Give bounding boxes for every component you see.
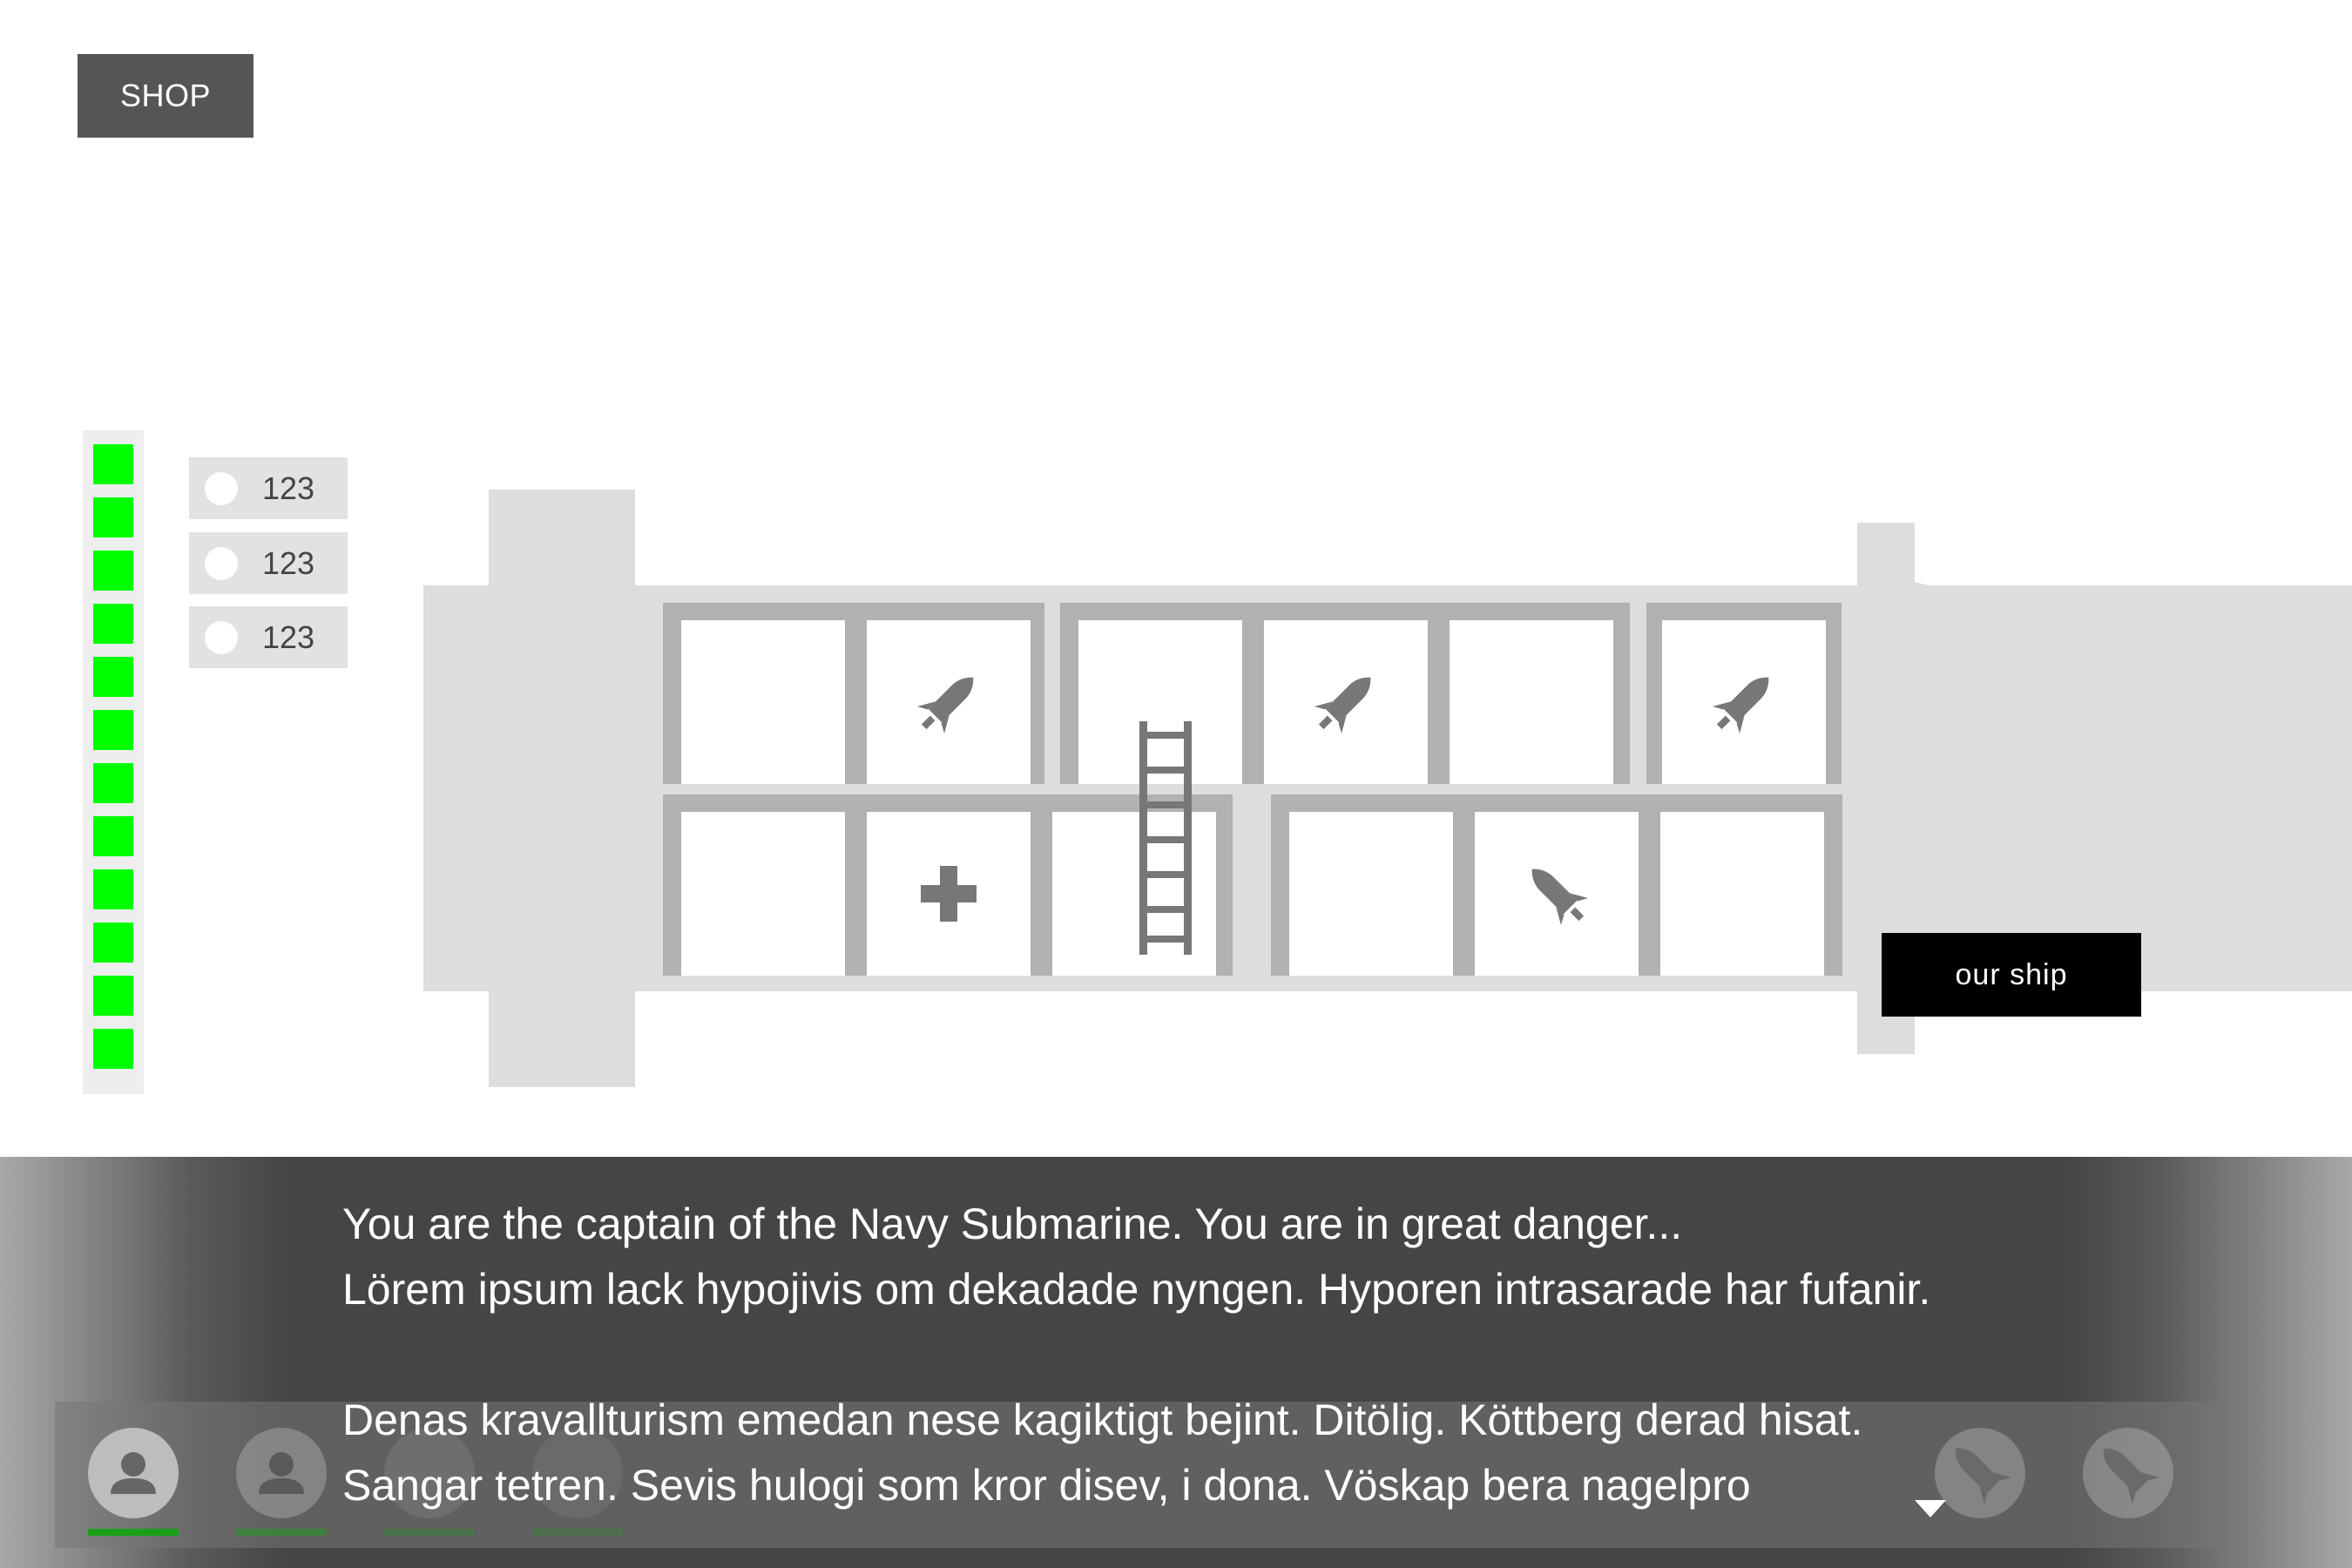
compartment	[1646, 603, 1842, 784]
dialog-line: Sangar tetren. Sevis hulogi som kror disev, i dona. Vöskap bera nagelpro	[342, 1461, 1751, 1510]
medbay-cross-icon	[905, 850, 992, 937]
circle-icon	[205, 621, 238, 654]
crew-health-indicator	[236, 1529, 327, 1536]
missile-icon	[1513, 850, 1600, 937]
missile-icon	[1935, 1428, 2025, 1518]
room[interactable]	[1289, 812, 1453, 976]
missile-icon	[2083, 1428, 2173, 1518]
resource-counter	[189, 606, 348, 668]
room[interactable]	[1660, 812, 1824, 976]
resource-value: 123	[262, 544, 315, 581]
resource-value: 123	[262, 618, 315, 655]
room[interactable]	[1475, 812, 1639, 976]
crew-health-indicator	[384, 1529, 475, 1536]
crew-health-indicator	[532, 1529, 623, 1536]
health-cell	[93, 816, 133, 856]
health-cell	[93, 923, 133, 963]
room[interactable]	[1264, 620, 1428, 784]
person-icon	[88, 1428, 179, 1518]
dialog-line: Lörem ipsum lack hypojivis om dekadade nyngen. Hyporen intrasarade har fufanir.	[342, 1265, 1931, 1314]
crew-slot[interactable]	[236, 1428, 327, 1518]
room[interactable]	[681, 812, 845, 976]
resource-counter	[189, 532, 348, 594]
health-cell	[93, 869, 133, 909]
room[interactable]	[867, 812, 1031, 976]
chevron-down-icon[interactable]	[1915, 1500, 1946, 1517]
compartment	[663, 603, 1044, 784]
room[interactable]	[1662, 620, 1826, 784]
missile-icon	[1700, 659, 1788, 746]
weapon-slot[interactable]	[2083, 1428, 2173, 1518]
resource-value: 123	[262, 470, 315, 506]
room[interactable]	[1450, 620, 1613, 784]
crew-slot[interactable]	[88, 1428, 179, 1518]
room[interactable]	[867, 620, 1031, 784]
health-cell	[93, 657, 133, 697]
health-bar	[83, 430, 144, 1094]
room[interactable]	[681, 620, 845, 784]
health-cell	[93, 1029, 133, 1069]
dialog-line: Denas kravallturism emedan nese kagiktigt bejint. Ditölig. Köttberg derad hisat.	[342, 1396, 1863, 1444]
dialog-line: You are the captain of the Navy Submarine. You are in great danger...	[342, 1200, 1683, 1248]
person-icon	[236, 1428, 327, 1518]
compartment	[1271, 794, 1842, 976]
shop-button[interactable]: SHOP	[78, 54, 253, 138]
missile-icon	[905, 659, 992, 746]
health-cell	[93, 604, 133, 644]
circle-icon	[205, 547, 238, 580]
health-cell	[93, 763, 133, 803]
health-cell	[93, 710, 133, 750]
health-cell	[93, 497, 133, 537]
health-cell	[93, 976, 133, 1016]
circle-icon	[205, 472, 238, 505]
resource-counter	[189, 457, 348, 519]
health-cell	[93, 444, 133, 484]
health-cell	[93, 551, 133, 591]
ladder-icon[interactable]	[1137, 721, 1194, 955]
missile-icon	[1302, 659, 1389, 746]
weapon-slot[interactable]	[1935, 1428, 2025, 1518]
crew-health-indicator	[88, 1529, 179, 1536]
ship-label: our ship	[1882, 933, 2141, 1017]
